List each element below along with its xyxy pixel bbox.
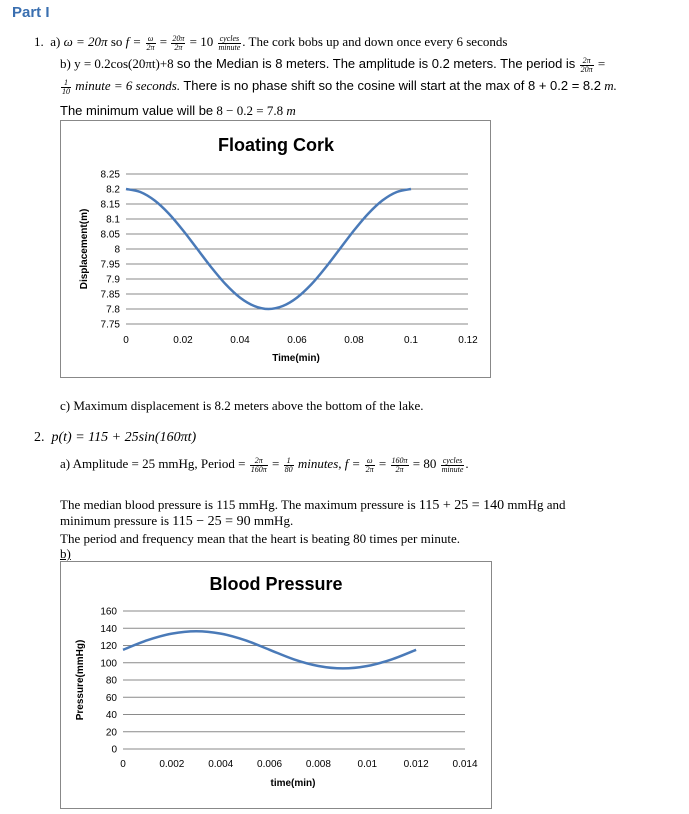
minimum-sentence: The minimum value will be <box>60 103 214 118</box>
equals-sign: = <box>378 456 387 471</box>
part-label: b) <box>60 56 71 71</box>
fraction-cycles-minute: $\frac{\text{cycles}}{\text{minute}}$ <box>441 455 464 474</box>
x-tick-label: 0.002 <box>159 759 185 770</box>
x-tick-label: 0.02 <box>173 335 193 346</box>
x-axis-label: time(min) <box>270 778 316 789</box>
y-tick-label: 8.15 <box>100 199 120 211</box>
cork-sentence: The cork bobs up and down once every 6 seconds <box>248 34 508 49</box>
x-tick-label: 0.04 <box>230 335 250 346</box>
median-bp-sentence: The median blood pressure is 115 mmHg. The maximum pressure is <box>60 497 416 512</box>
problem-2-heading <box>34 430 196 446</box>
x-tick-label: 0.06 <box>287 335 307 346</box>
blood-pressure-line-2 <box>60 513 293 530</box>
amplitude-text: a) Amplitude = 25 mmHg, Period = <box>60 456 246 471</box>
period-dot: . <box>465 456 469 471</box>
minute-6-seconds: minute = 6 seconds. <box>75 78 181 93</box>
fraction-2pi-20pi: $\frac{2\pi}{20\pi}$ <box>580 55 593 74</box>
minutes-f-equals: minutes, f = <box>297 456 361 471</box>
equals-80: = 80 <box>412 456 437 471</box>
problem-number: 2. <box>34 430 45 445</box>
max-bp-expression: 115 + 25 = 140 <box>418 498 505 513</box>
x-tick-label: 0 <box>120 759 126 770</box>
x-tick-label: 0.01 <box>357 759 378 770</box>
part-label: a) <box>50 34 61 49</box>
y-tick-label: 8.2 <box>106 184 120 196</box>
y-tick-label: 120 <box>100 641 117 652</box>
y-tick-label: 80 <box>105 675 117 687</box>
fraction-160pi-2pi: $\frac{160\pi}{2\pi}$ <box>391 455 408 474</box>
y-tick-label: 7.9 <box>106 274 120 286</box>
y-tick-label: 7.95 <box>100 259 120 271</box>
y-tick-label: 7.8 <box>106 304 120 316</box>
fraction-2pi-160pi: $\frac{2\pi}{160\pi}$ <box>250 455 267 474</box>
fraction-omega-2pi: $\frac{\omega}{2\pi}$ <box>146 33 155 52</box>
problem-1-part-c: c) Maximum displacement is 8.2 meters above the bottom of the lake. <box>60 398 424 413</box>
y-tick-label: 8.05 <box>100 229 120 241</box>
x-tick-label: 0.012 <box>403 759 429 770</box>
period-dot: . <box>242 34 246 49</box>
x-tick-label: 0.1 <box>404 335 418 346</box>
fraction-20pi-2pi: $\frac{20\pi}{2\pi}$ <box>172 33 185 52</box>
y-tick-label: 160 <box>100 606 117 618</box>
x-axis-label: Time(min) <box>272 353 320 364</box>
problem-number: 1. <box>34 34 44 49</box>
floating-cork-chart <box>60 120 491 378</box>
equals-sign: = <box>597 56 606 71</box>
x-tick-label: 0.006 <box>257 759 283 770</box>
chart-title: Floating Cork <box>218 135 334 155</box>
cosine-equation: y = 0.2cos(20πt)+8 <box>74 56 174 71</box>
chart-border <box>61 562 492 809</box>
y-tick-label: 20 <box>105 727 117 739</box>
blood-pressure-chart <box>60 561 492 809</box>
fraction-cycles-minute: $\frac{\text{cycles}}{\text{minute}}$ <box>218 33 241 52</box>
part-heading: Part I <box>12 4 50 21</box>
y-tick-label: 8.1 <box>106 214 120 226</box>
problem-1-line-a <box>34 34 507 52</box>
fraction-omega-2pi: $\frac{\omega}{2\pi}$ <box>365 455 374 474</box>
pressure-equation: p(t) = 115 + 25sin(160πt) <box>51 430 197 445</box>
fraction-1-80: $\frac{1}{80}$ <box>284 455 293 474</box>
y-tick-label: 100 <box>100 658 117 670</box>
problem-1-line-b <box>60 56 605 74</box>
chart-title: Blood Pressure <box>209 574 343 594</box>
y-axis-label: Displacement(m) <box>79 208 90 290</box>
x-tick-label: 0.08 <box>344 335 364 346</box>
equals-sign: = <box>271 456 280 471</box>
blood-pressure-line-3: The period and frequency mean that the heart is beating 80 times per minute. <box>60 531 460 546</box>
mmhg-unit: mmHg. <box>253 513 294 528</box>
problem-2-line-a <box>60 456 469 474</box>
minimum-expression: 8 − 0.2 = 7.8 <box>216 103 284 118</box>
y-axis-label: Pressure(mmHg) <box>75 639 86 721</box>
y-tick-label: 8.25 <box>100 169 120 181</box>
mmhg-and: mmHg and <box>507 497 566 512</box>
x-tick-label: 0 <box>123 335 129 346</box>
min-bp-expression: 115 − 25 = 90 <box>172 514 251 529</box>
x-tick-label: 0.004 <box>208 759 234 770</box>
x-tick-label: 0.12 <box>458 335 478 346</box>
phase-shift-sentence: There is no phase shift so the cosine will start at the max of 8 + 0.2 = 8.2 <box>183 78 601 93</box>
y-tick-label: 7.75 <box>100 319 120 331</box>
problem-1-line-b3 <box>60 103 296 119</box>
y-tick-label: 0 <box>111 744 117 756</box>
fraction-1-10: $\frac{1}{10}$ <box>62 77 70 96</box>
equals-sign: = <box>159 34 168 49</box>
median-sentence: so the Median is 8 meters. The amplitude is 0.2 meters. The period is <box>176 56 576 71</box>
part-b-label: b) <box>60 546 71 561</box>
y-tick-label: 7.85 <box>100 289 120 301</box>
y-tick-label: 140 <box>100 623 117 635</box>
f-equals: f = <box>125 34 142 49</box>
equals-10: = 10 <box>189 34 214 49</box>
blood-pressure-line-1 <box>60 497 566 514</box>
x-tick-label: 0.008 <box>305 759 331 770</box>
so-word: so <box>110 34 123 49</box>
min-bp-sentence: minimum pressure is <box>60 513 170 528</box>
x-tick-label: 0.014 <box>452 759 478 770</box>
problem-1-line-b2 <box>60 78 617 96</box>
unit-m: m <box>286 103 296 118</box>
omega-expression: ω = 20π <box>63 34 108 49</box>
y-tick-label: 8 <box>114 244 120 256</box>
y-tick-label: 60 <box>105 692 117 704</box>
y-tick-label: 40 <box>105 710 117 721</box>
unit-m: m. <box>604 78 617 93</box>
